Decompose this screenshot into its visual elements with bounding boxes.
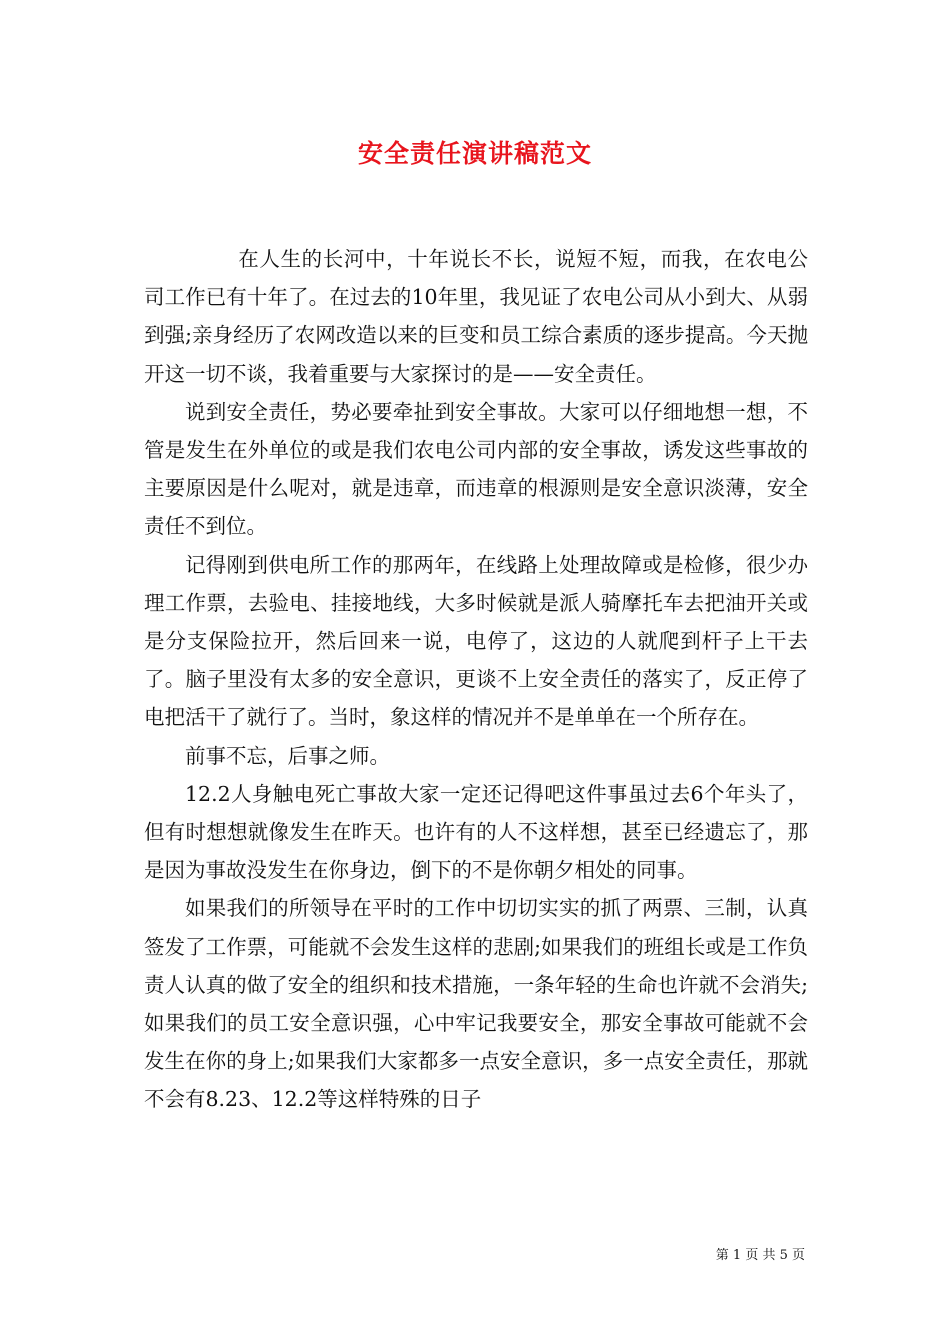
- paragraph-6: 如果我们的所领导在平时的工作中切切实实的抓了两票、三制，认真签发了工作票，可能就不会发生这样的悲剧;如果我们的班组长或是工作负责人认真的做了安全的组织和技术措施，一条年轻的生命也许就不会消失;如果我们的员工安全意识强，心中牢记我要安全，那安全事故可能就不会发生在你的身上;如果我们大家都多一点安全意识，多一点安全责任，那就不会有8.23、12.2等这样特殊的日子: [144, 896, 808, 1112]
- paragraph-1: 在人生的长河中，十年说长不长，说短不短，而我，在农电公司工作已有十年了。在过去的10年里，我见证了农电公司从小到大、从弱到强;亲身经历了农网改造以来的巨变和员工综合素质的逐步提高。今天抛开这一切不谈，我着重要与大家探讨的是——安全责任。: [144, 247, 808, 386]
- paragraph-5: 12.2人身触电死亡事故大家一定还记得吧这件事虽过去6个年头了，但有时想想就像发生在昨天。也许有的人不这样想，甚至已经遗忘了，那是因为事故没发生在你身边，倒下的不是你朝夕相处的同事。: [144, 781, 808, 883]
- paragraph-2: 说到安全责任，势必要牵扯到安全事故。大家可以仔细地想一想，不管是发生在外单位的或是我们农电公司内部的安全事故，诱发这些事故的主要原因是什么呢对，就是违章，而违章的根源则是安全意识淡薄，安全责任不到位。: [144, 399, 808, 539]
- paragraph-3: 记得刚到供电所工作的那两年，在线路上处理故障或是检修，很少办理工作票，去验电、挂接地线，大多时候就是派人骑摩托车去把油开关或是分支保险拉开，然后回来一说，电停了，这边的人就爬到杆子上干去了。脑子里没有太多的安全意识，更谈不上安全责任的落实了，反正停了电把活干了就行了。当时，象这样的情况并不是单单在一个所存在。: [144, 552, 808, 730]
- paragraph-4: 前事不忘，后事之师。: [185, 743, 390, 768]
- document-body: [144, 240, 808, 1119]
- page-title: 安全责任演讲稿范文: [357, 139, 592, 168]
- page-number-footer: 第 1 页 共 5 页: [715, 1248, 805, 1263]
